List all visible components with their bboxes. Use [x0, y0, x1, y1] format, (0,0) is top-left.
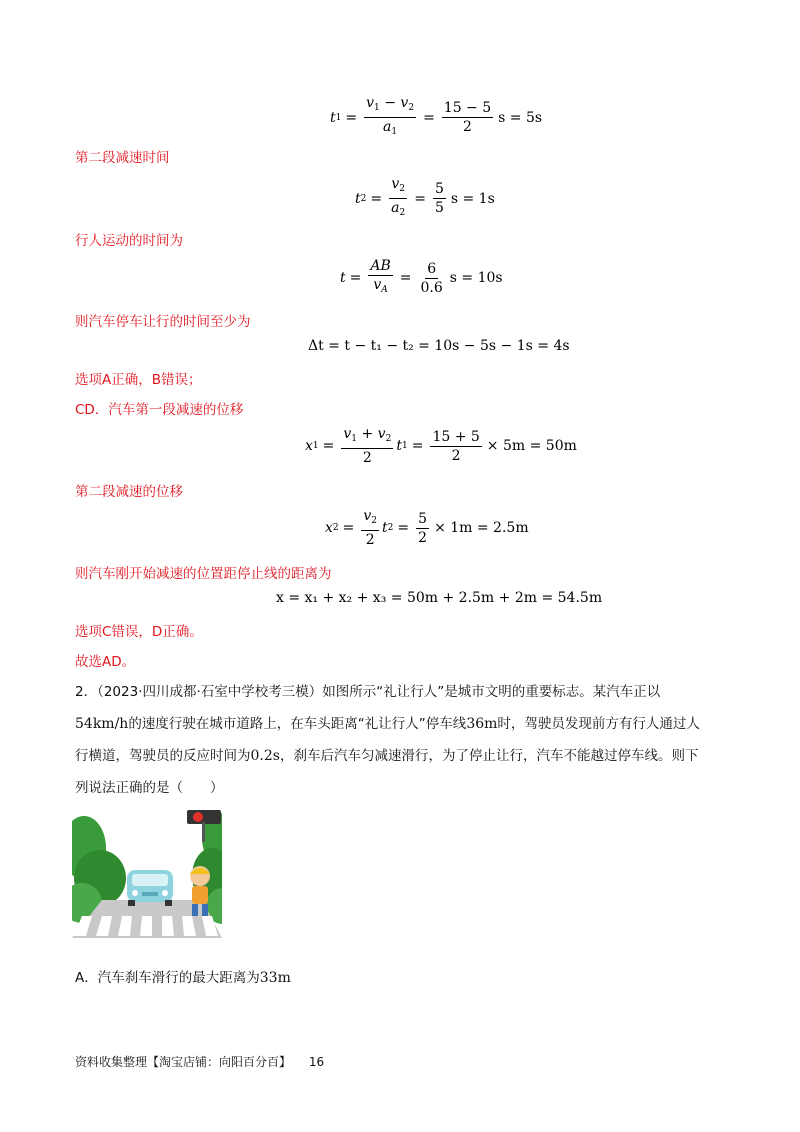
label-answer: 故选AD。: [75, 654, 136, 670]
equation-x: x = x₁ + x₂ + x₃ = 50m + 2.5m + 2m = 54.5m: [276, 590, 603, 606]
question-line-2: 54km/h的速度行驶在城市道路上，在车头距离“礼让行人”停车线36m时，驾驶员发现前方有行人通过人: [75, 716, 700, 732]
speed-value: 54km/h: [75, 716, 129, 732]
footer-text: 资料收集整理【淘宝店铺：向阳百分百】: [75, 1055, 292, 1069]
reaction-value: 0.2s: [250, 748, 280, 764]
crosswalk-illustration: [72, 808, 222, 938]
label-option-ab: 选项A正确，B错误；: [75, 372, 202, 388]
option-a-value: 33m: [259, 970, 291, 986]
page-footer: [75, 1053, 324, 1070]
label-option-cd: 选项C错误，D正确。: [75, 624, 203, 640]
label-second-decel-time: 第二段减速时间: [75, 150, 170, 166]
equation-t: t = $\frac{AB}{v_A}$ = $\frac{6}{0.6}$ s = 10s: [340, 258, 503, 296]
equation-x1: x 1 = $\frac{v_1 + v_2}{2}$ t 1 = $\frac{15 + 5}{2}$ × 5m = 50m: [305, 426, 577, 466]
question-number: 2．: [75, 684, 98, 700]
label-second-displacement: 第二段减速的位移: [75, 484, 183, 500]
label-cd-first-displacement: CD．汽车第一段减速的位移: [75, 402, 244, 418]
equation-t2: t 2 = $\frac{v_2}{a_2}$ = $\frac{5}{5}$ s = 1s: [355, 176, 495, 218]
question-line-4: 列说法正确的是（ ）: [75, 780, 224, 796]
question-line-3: 行横道，驾驶员的反应时间为0.2s，刹车后汽车匀减速滑行，为了停止让行，汽车不能越过停车线。则下: [75, 748, 699, 764]
question-line-1: 2．（2023·四川成都·石室中学校考三模）如图所示“礼让行人”是城市文明的重要标志。某汽车正以: [75, 684, 661, 700]
label-pedestrian-time: 行人运动的时间为: [75, 233, 183, 249]
equation-x2: x 2 = $\frac{v_2}{2}$ t 2 = $\frac{5}{2}$ × 1m = 2.5m: [325, 508, 529, 548]
distance-value: 36m: [466, 716, 498, 732]
page-number: 16: [308, 1055, 325, 1069]
question-source: （2023·四川成都·石室中学校考三模）: [97, 684, 323, 700]
equation-t1: t 1 = $\frac{v_1 - v_2}{a_1}$ = $\frac{15 - 5}{2}$ s = 5s: [330, 95, 543, 137]
option-a: A．汽车刹车滑行的最大距离为33m: [75, 970, 291, 986]
equation-delta-t: Δt = t − t₁ − t₂ = 10s − 5s − 1s = 4s: [308, 338, 570, 354]
label-stop-time: 则汽车停车让行的时间至少为: [75, 314, 251, 330]
label-distance: 则汽车刚开始减速的位置距停止线的距离为: [75, 566, 332, 582]
